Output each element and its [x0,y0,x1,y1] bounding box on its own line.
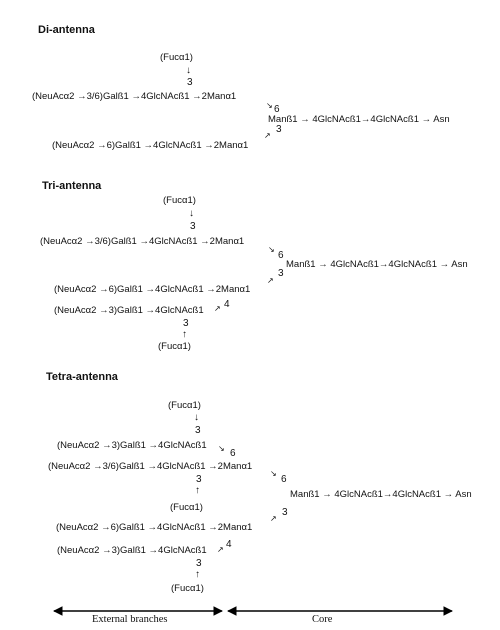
di-linkage-3-core: 3 [276,124,282,135]
tetra-linkage-3-bottom: 3 [196,558,202,569]
tetra-diag-up-arrow-4: ↗ [217,545,224,554]
di-linkage-3-top: 3 [187,77,193,88]
tri-linkage-3-bottom: 3 [183,318,189,329]
tri-antenna-title: Tri-antenna [42,180,102,192]
tri-branch-2: (NeuAcα2 →6)Galß1 →4GlcNAcß1 →2Manα1 [54,284,251,295]
tetra-core-chain: Manß1 → 4GlcNAcß1→4GlcNAcß1 → Asn [290,489,472,500]
tri-diag-up-arrow-4: ↗ [214,304,221,313]
tetra-diag-down-arrow-outer: ↘ [270,469,277,478]
tetra-up-arrow-mid: ↑ [195,485,200,496]
tetra-linkage-3-mid: 3 [196,474,202,485]
tri-up-arrow: ↑ [182,329,187,340]
di-diag-down-arrow: ↘ [266,101,273,110]
tetra-branch-4: (NeuAcα2 →3)Galß1 →4GlcNAcß1 [57,545,207,556]
tri-diag-down-arrow: ↘ [268,245,275,254]
tri-fucose-bottom: (Fucα1) [158,341,191,352]
tetra-antenna-title: Tetra-antenna [46,371,118,383]
tri-linkage-6: 6 [278,250,284,261]
tri-branch-1: (NeuAcα2 →3/6)Galß1 →4GlcNAcß1 →2Manα1 [40,236,245,247]
tri-core-chain: Manß1 → 4GlcNAcß1→4GlcNAcß1 → Asn [286,259,468,270]
tri-fucose-top: (Fucα1) [163,195,196,206]
tetra-linkage-3-core: 3 [282,507,288,518]
di-antenna-title: Di-antenna [38,24,95,36]
tetra-diag-down-arrow-inner: ↘ [218,444,225,453]
tri-linkage-3-top: 3 [190,221,196,232]
tri-branch-3: (NeuAcα2 →3)Galß1 →4GlcNAcß1 [54,305,204,316]
tetra-linkage-6-outer: 6 [281,474,287,485]
core-label: Core [312,614,333,625]
tetra-branch-3: (NeuAcα2 →6)Galß1 →4GlcNAcß1 →2Manα1 [56,522,253,533]
external-branches-label: External branches [92,614,168,625]
tri-diag-up-arrow: ↗ [267,276,274,285]
di-down-arrow: ↓ [186,65,191,76]
tetra-linkage-3-top: 3 [195,425,201,436]
di-diag-up-arrow: ↗ [264,131,271,140]
tetra-fucose-top: (Fucα1) [168,400,201,411]
di-core-chain: Manß1 → 4GlcNAcß1→4GlcNAcß1 → Asn [268,114,450,125]
tetra-linkage-6-inner: 6 [230,448,236,459]
tri-linkage-3-core: 3 [278,268,284,279]
di-branch-1: (NeuAcα2 →3/6)Galß1 →4GlcNAcß1 →2Manα1 [32,91,237,102]
tetra-fucose-bottom: (Fucα1) [171,583,204,594]
tri-down-arrow: ↓ [189,208,194,219]
tetra-fucose-mid: (Fucα1) [170,502,203,513]
tetra-branch-2: (NeuAcα2 →3/6)Galß1 →4GlcNAcß1 →2Manα1 [48,461,253,472]
tetra-linkage-4: 4 [226,539,232,550]
di-linkage-6: 6 [274,104,280,115]
tri-linkage-4: 4 [224,299,230,310]
tetra-branch-1: (NeuAcα2 →3)Galß1 →4GlcNAcß1 [57,440,207,451]
di-branch-2: (NeuAcα2 →6)Galß1 →4GlcNAcß1 →2Manα1 [52,140,249,151]
tetra-up-arrow-bottom: ↑ [195,569,200,580]
tetra-down-arrow: ↓ [194,412,199,423]
di-fucose-top: (Fucα1) [160,52,193,63]
tetra-diag-up-arrow: ↗ [270,514,277,523]
